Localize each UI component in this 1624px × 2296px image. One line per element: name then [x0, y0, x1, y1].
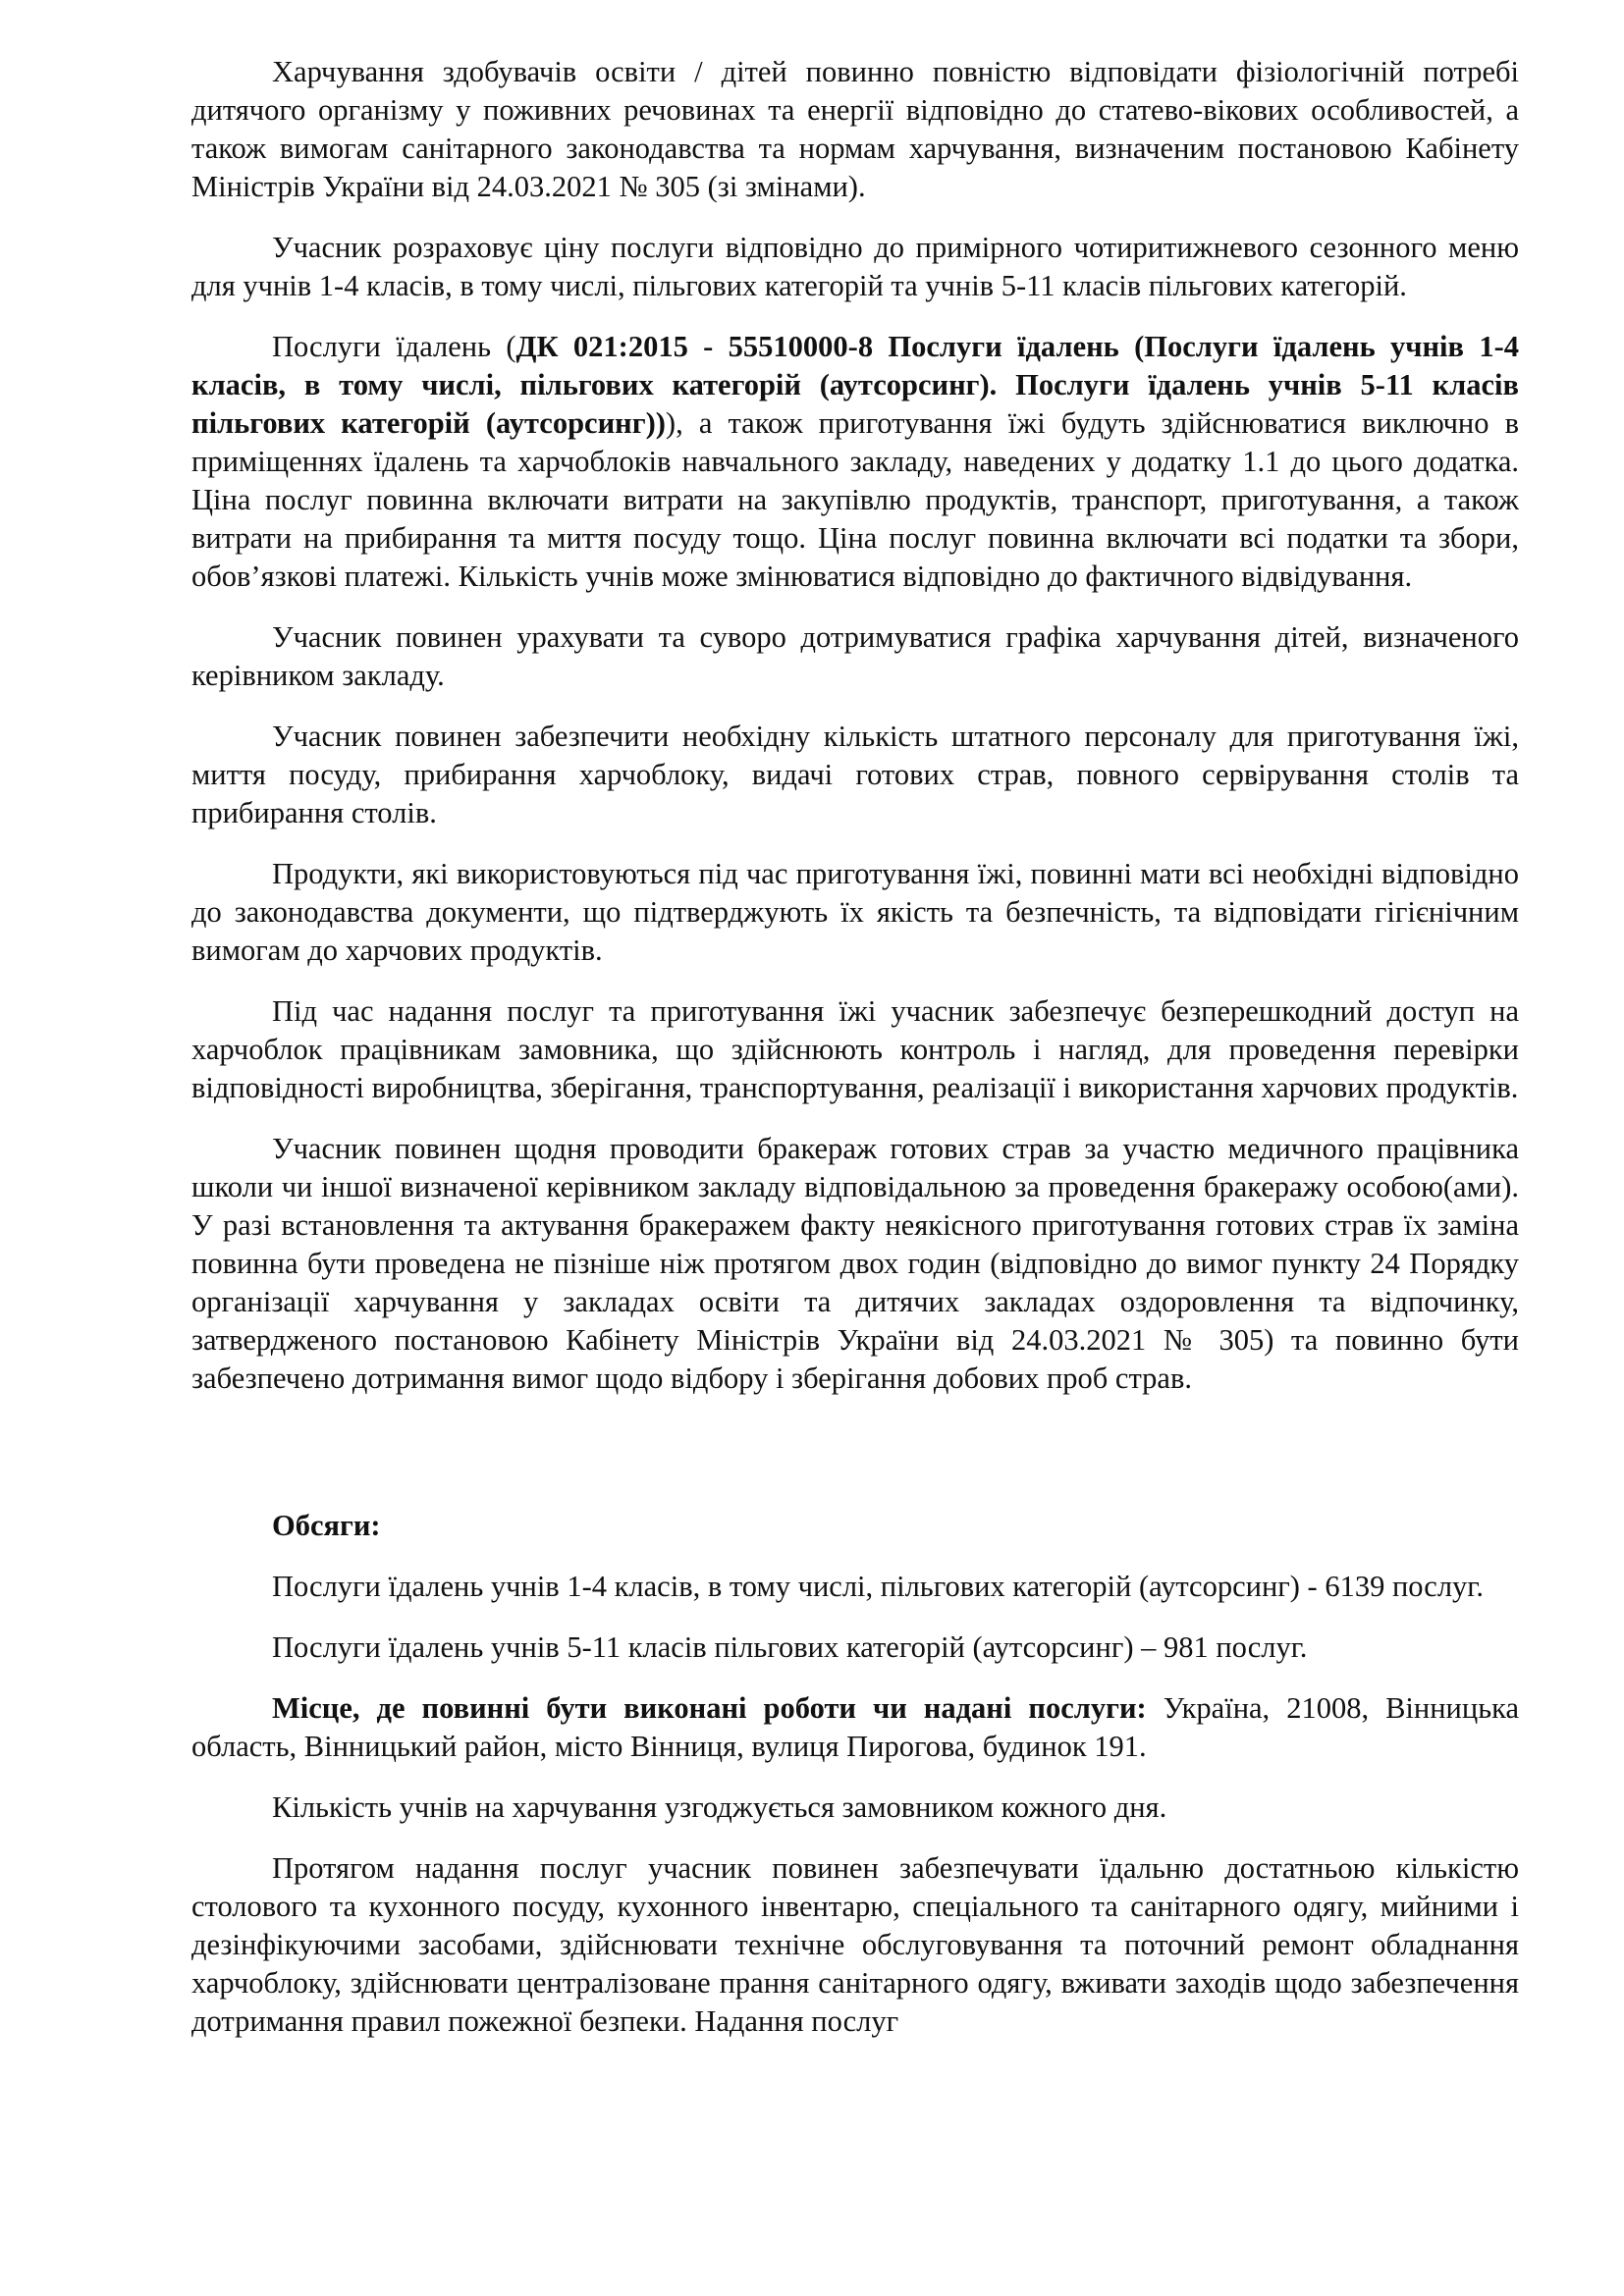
cpv-code-bold: ДК 021:2015 - 55510000-8 Послуги їдалень (Послуги їдалень учнів 1-4 класів, в тому числі, пільгових категорій (аутсорсинг). Послуги їдалень учнів 5-11 класів пільгових категорій (аутсорсинг)) — [191, 330, 1519, 440]
paragraph-staff: Учасник повинен забезпечити необхідну кількість штатного персоналу для приготування їжі, миття посуду, прибирання харчоблоку, видачі готових страв, повного сервірування столів та прибирання столів. — [191, 720, 1519, 829]
volume-item-secondary: Послуги їдалень учнів 5-11 класів пільгових категорій (аутсорсинг) – 981 послуг. — [272, 1630, 1308, 1664]
paragraph-location — [191, 1689, 1519, 1766]
paragraph-schedule: Учасник повинен урахувати та суворо дотримуватися графіка харчування дітей, визначеного керівником закладу. — [191, 620, 1519, 692]
paragraph-brakerage: Учасник повинен щодня проводити бракераж готових страв за участю медичного працівника школи чи іншої визначеної керівником закладу відповідальною за проведення бракеражу особою(ами). У разі встановлення та актування бракеражем факту неякісного приготування готових страв їх заміна повинна бути проведена не пізніше ніж протягом двох годин (відповідно до вимог пункту 24 Порядку організації харчування у закладах освіти та дитячих закладах оздоровлення та відпочинку, затвердженого постановою Кабінету Міністрів України від 24.03.2021 № 305) та повинно бути забезпечено дотримання вимог щодо відбору і зберігання добових проб страв. — [191, 1132, 1519, 1395]
paragraph-pupils-count: Кількість учнів на харчування узгоджується замовником кожного дня. — [272, 1790, 1167, 1824]
volumes-heading: Обсяги: — [272, 1509, 381, 1542]
canteen-services-suffix: ), а також приготування їжі будуть здійснюватися виключно в приміщеннях їдалень та харчоблоків навчального закладу, наведених у додатку 1.1 до цього додатка. Ціна послуг повинна включати витрати на закупівлю продуктів, транспорт, приготування, а також витрати на прибирання та миття посуду тощо. Ціна послуг повинна включати всі податки та збори, обов’язкові платежі. Кількість учнів може змінюватися відповідно до фактичного відвідування. — [191, 406, 1519, 593]
paragraph-canteen-services — [191, 328, 1519, 596]
canteen-services-prefix: Послуги їдалень ( — [272, 330, 516, 363]
section-gap — [191, 1420, 1519, 1507]
paragraph-equipment: Протягом надання послуг учасник повинен забезпечувати їдальню достатньою кількістю столового та кухонного посуду, кухонного інвентарю, спеціального та санітарного одягу, мийними і дезінфікуючими засобами, здійснювати технічне обслуговування та поточний ремонт обладнання харчоблоку, здійснювати централізоване прання санітарного одягу, вживати заходів щодо забезпечення дотримання правил пожежної безпеки. Надання послуг — [191, 1851, 1519, 2038]
location-value: Україна, 21008, Вінницька область, Вінницький район, місто Вінниця, вулиця Пирогова, будинок 191. — [191, 1691, 1519, 1763]
paragraph-price-calculation: Учасник розраховує ціну послуги відповідно до примірного чотиритижневого сезонного меню для учнів 1-4 класів, в тому числі, пільгових категорій та учнів 5-11 класів пільгових категорій. — [191, 231, 1519, 302]
location-label: Місце, де повинні бути виконані роботи чи надані послуги: — [272, 1691, 1147, 1725]
document-page — [191, 53, 1519, 2041]
paragraph-access: Під час надання послуг та приготування їжі учасник забезпечує безперешкодний доступ на харчоблок працівникам замовника, що здійснюють контроль і нагляд, для проведення перевірки відповідності виробництва, зберігання, транспортування, реалізації і використання харчових продуктів. — [191, 994, 1519, 1104]
volume-item-primary: Послуги їдалень учнів 1-4 класів, в тому числі, пільгових категорій (аутсорсинг) - 6139 послуг. — [272, 1570, 1484, 1603]
paragraph-products: Продукти, які використовуються під час приготування їжі, повинні мати всі необхідні відповідно до законодавства документи, що підтверджують їх якість та безпечність, та відповідати гігієнічним вимогам до харчових продуктів. — [191, 857, 1519, 967]
paragraph-nutrition-requirements: Харчування здобувачів освіти / дітей повинно повністю відповідати фізіологічній потребі дитячого організму у поживних речовинах та енергії відповідно до статево-вікових особливостей, а також вимогам санітарного законодавства та нормам харчування, визначеним постановою Кабінету Міністрів України від 24.03.2021 № 305 (зі змінами). — [191, 55, 1519, 203]
